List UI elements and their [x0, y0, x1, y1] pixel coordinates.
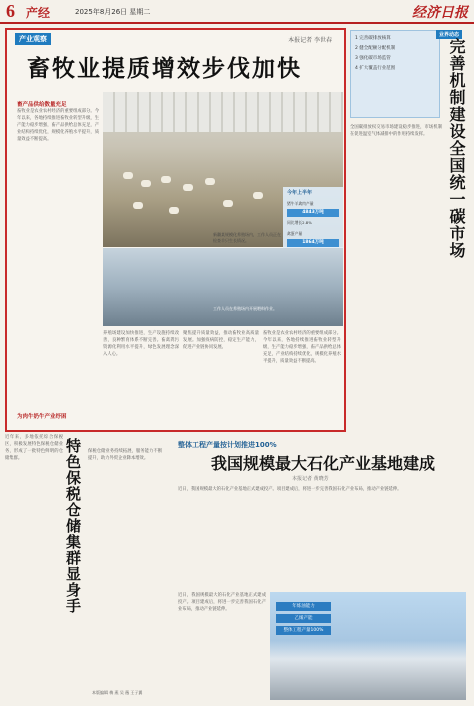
stats-note: 禽蛋产量: [287, 231, 303, 236]
lead-body-mid-2: 聚焦提升质量效益，推动畜牧业高质量发展。加强疫病防控，稳定生产能力，促进产业链协同发展。: [183, 331, 259, 350]
stats-title: 今年上半年: [287, 190, 313, 196]
industry-panel: 乙烯产能: [276, 614, 331, 623]
petrochemical-photo: [270, 592, 466, 700]
photo-caption-2: 工作人员在养殖场内开展喂料作业。: [213, 306, 277, 311]
right-headline: 完善机制建设全国统一碳市场: [447, 38, 466, 259]
banner-text: 整体工程产量按计划推进100%: [178, 441, 277, 449]
stats-chip: 4843万吨: [287, 209, 339, 217]
industry-panel: 年炼油能力: [276, 602, 331, 611]
industry-body: 近日，我国规模最大的石化产业基地正式建成投产。项目建成后，将进一步完善我国石化产业布局，推动产业链延伸。: [178, 487, 402, 492]
toc-item: 4 扩大覆盖行业范围: [355, 66, 396, 71]
sheep-mark: [223, 200, 233, 207]
lead-subhead-1: 畜产品供给数量充足: [17, 102, 67, 108]
lead-headline: 畜牧业提质增效步伐加快: [27, 55, 302, 82]
photo-caption: 新疆某规模化养殖场内，工作人员正在检查羊只生长情况。: [213, 232, 281, 243]
lead-body-mid: 养殖场建设加快推进，生产设施持续改善，良种繁育体系不断完善。畜禽粪污资源化利用水平提升，绿色发展理念深入人心。: [103, 331, 179, 357]
industry-headline: 我国规模最大石化产业基地建成: [210, 454, 435, 473]
section-name: 产经: [26, 6, 51, 20]
barn-roof: [103, 92, 343, 132]
lead-tag: 产业观察: [15, 33, 51, 45]
sheep-mark: [161, 176, 171, 183]
toc-item: 2 健全配额分配机制: [355, 46, 396, 51]
right-tag: 业界动态: [436, 30, 462, 39]
sheep-mark: [133, 202, 143, 209]
page-footer: 本版编辑 梅 燕 吴 薇 王子翼: [92, 690, 143, 695]
lower-vertical-headline: 特色保税仓储集群显身手: [64, 438, 82, 614]
page-number: 6: [6, 1, 15, 21]
right-body: 全国碳排放权交易市场建设稳步推进，市场机制在促进温室气体减排中的作用持续发挥。: [350, 125, 442, 137]
industry-byline: 本报记者 黄晓芳: [292, 476, 329, 482]
lead-feature: [5, 28, 346, 432]
sheep-farm-photo: [103, 92, 343, 247]
issue-date: 2025年8月26日 星期二: [75, 8, 151, 16]
toc-box: [350, 30, 440, 118]
sheep-mark: [183, 184, 193, 191]
sheep-mark: [123, 172, 133, 179]
toc-item: 3 强化碳市场监管: [355, 56, 391, 61]
lead-body-right: 畜牧业是农业农村经济的重要组成部分。今年以来，各地持续推进畜牧业转型升级，生产能力稳步增强，畜产品供给总体充足，产业结构持续优化，规模化养殖水平提升，质量效益不断提高。: [263, 331, 341, 364]
industry-panel: 整体工程产量100%: [276, 626, 331, 635]
right-column: [350, 28, 470, 432]
sheep-mark: [141, 180, 151, 187]
stats-note: 同比增长2.8%: [287, 220, 312, 225]
lead-subhead-2: 为肉牛奶牛产业纾困: [17, 414, 67, 420]
page-header: [0, 0, 474, 24]
lead-body-left: 畜牧业是农业农村经济的重要组成部分。今年以来，各地持续推进畜牧业转型升级，生产能力稳步增强，畜产品供给总体充足，产业结构持续优化，规模化养殖水平提升，质量效益不断提高。: [17, 109, 99, 142]
lower-small-body: 保税仓储业务持续拓展，服务能力不断提升，助力外贸企业降本增效。: [88, 449, 162, 461]
sheep-mark: [205, 178, 215, 185]
toc-item: 1 完善碳排放核算: [355, 36, 391, 41]
lower-left-body: 近年来，多地依托综合保税区，积极发展特色保税仓储业务，形成了一批特色鲜明的仓储集群。: [5, 435, 63, 461]
stats-chip: 1864万吨: [287, 239, 339, 247]
sheep-mark: [253, 192, 263, 199]
feeding-photo: [103, 248, 343, 326]
lead-byline: 本报记者 李世春: [288, 37, 332, 44]
masthead: 经济日报: [412, 5, 468, 21]
stats-note: 猪牛羊禽肉产量: [287, 201, 314, 206]
industry-body-2: 近日，我国规模最大的石化产业基地正式建成投产。项目建成后，将进一步完善我国石化产业布局，推动产业链延伸。: [178, 593, 266, 612]
sheep-mark: [169, 207, 179, 214]
